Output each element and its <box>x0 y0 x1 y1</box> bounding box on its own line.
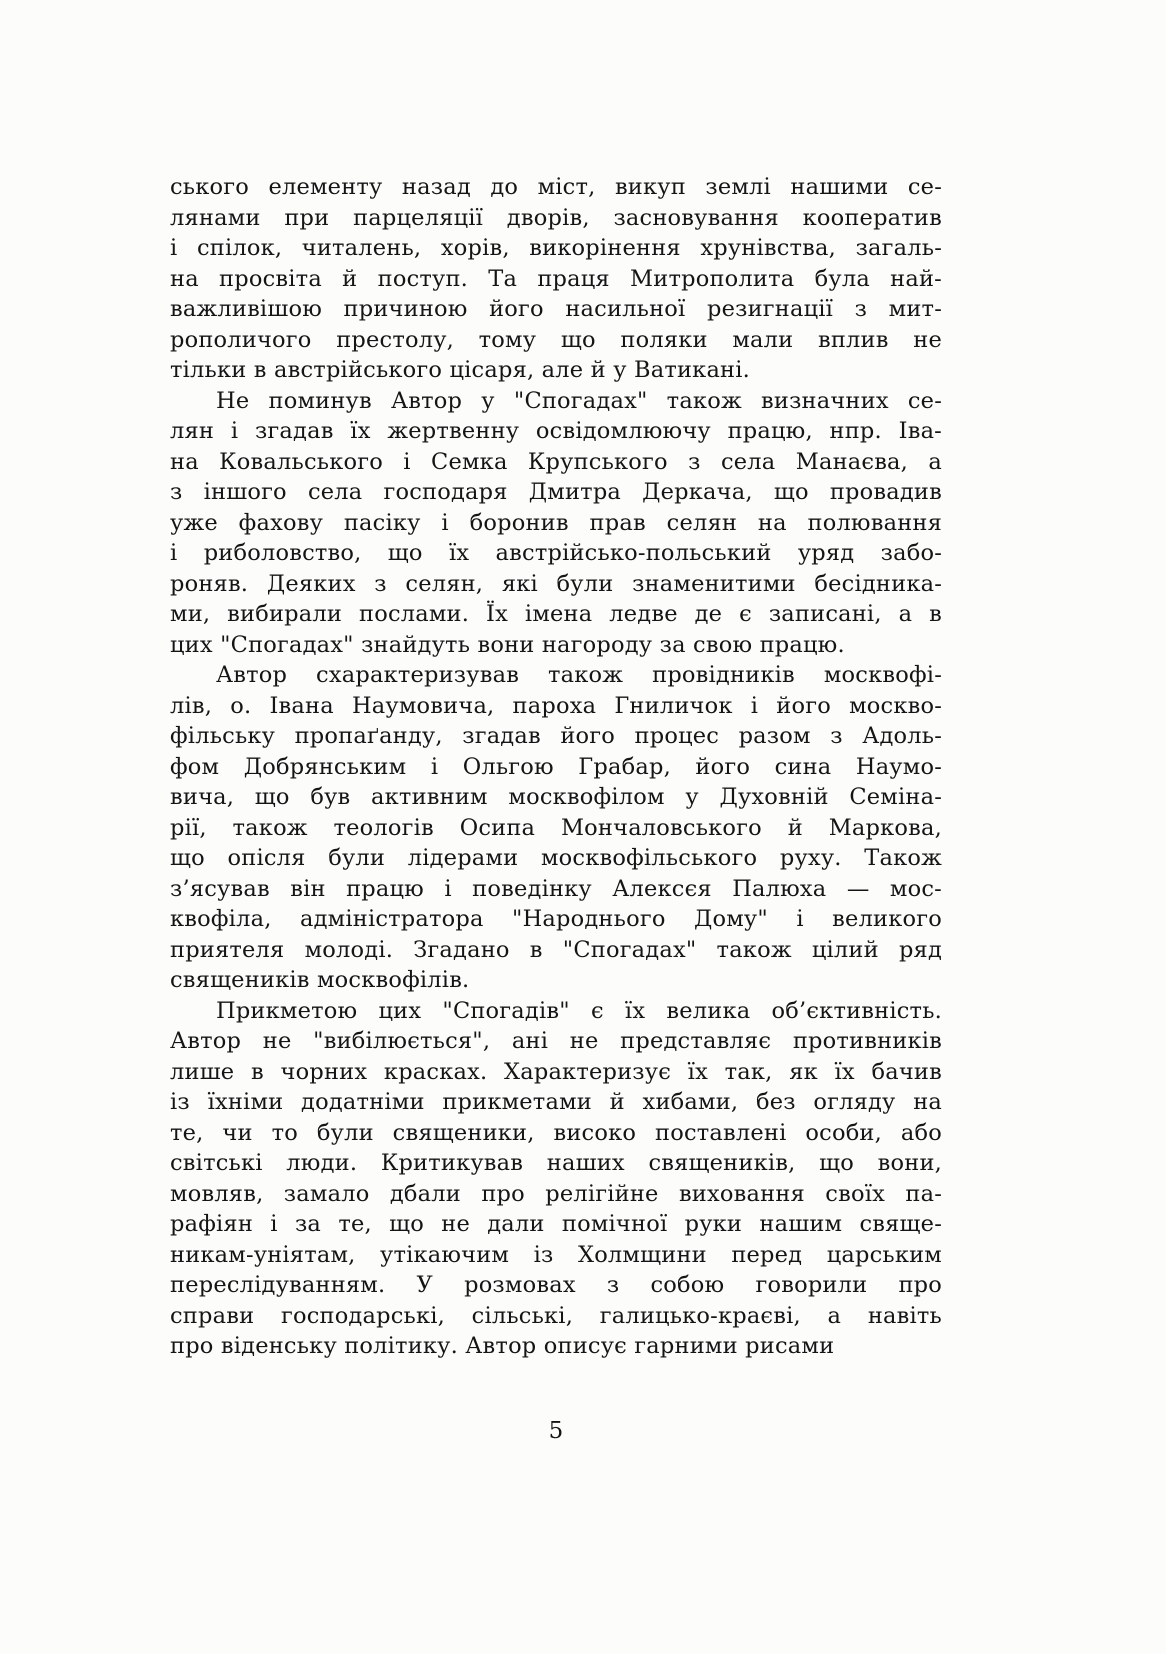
text-line: приятеля молоді. Згадано в "Спогадах" також цілий ряд <box>170 936 942 963</box>
text-line: священиків москвофілів. <box>170 967 470 993</box>
text-line: з іншого села господаря Дмитра Деркача, що провадив <box>170 479 942 505</box>
text-line: вича, що був активним москвофілом у Духовній Семіна- <box>170 784 942 810</box>
text-line: Не поминув Автор у "Спогадах" також визначних се- <box>216 387 942 414</box>
text-line: Автор не "вибілюється", ані не представляє противників <box>170 1028 942 1054</box>
text-line: переслідуванням. У розмовах з собою говорили про <box>170 1272 942 1298</box>
text-line: фільську пропаґанду, згадав його процес разом з Адоль- <box>170 723 942 749</box>
text-line: і риболовство, що їх австрійсько-польський уряд забо- <box>170 540 942 566</box>
paragraph <box>170 996 942 1362</box>
text-line: на просвіта й поступ. Та праця Митрополита була най- <box>170 265 942 292</box>
text-line: цих "Спогадах" знайдуть вони нагороду за свою працю. <box>170 631 845 658</box>
text-line: Автор схарактеризував також провідників москвофі- <box>216 662 942 688</box>
text-line: квофіла, адміністратора "Народнього Дому" і великого <box>170 906 942 932</box>
text-line: фом Добрянським і Ольгою Грабар, його сина Наумо- <box>170 753 942 780</box>
text-line: лянами при парцеляції дворів, засновування кооператив <box>170 204 942 231</box>
text-line: з’ясував він працю і поведінку Алексєя Палюха — мос- <box>170 875 942 902</box>
text-line: важливішою причиною його насильної резигнації з мит- <box>170 296 942 322</box>
text-line: тільки в австрійського цісаря, але й у Ватикані. <box>170 357 750 383</box>
paragraph <box>170 660 942 996</box>
text-line: лян і згадав їх жертвенну освідомлюючу працю, нпр. Іва- <box>170 418 942 444</box>
text-line: мовляв, замало дбали про релігійне виховання своїх па- <box>170 1180 942 1207</box>
text-line: роняв. Деяких з селян, які були знаменитими бесідника- <box>170 570 942 597</box>
paragraph <box>170 172 942 386</box>
text-line: справи господарські, сільські, галицько-краєві, а навіть <box>170 1302 942 1329</box>
text-line: що опісля були лідерами москвофільського руху. Також <box>170 845 942 871</box>
text-line: лів, о. Івана Наумовича, пароха Гниличок і його москво- <box>170 692 942 719</box>
text-line: рафіян і за те, що не дали помічної руки нашим свяще- <box>170 1211 942 1237</box>
text-line: світські люди. Критикував наших священиків, що вони, <box>170 1150 942 1176</box>
text-line: рії, також теологів Осипа Мончаловського й Маркова, <box>170 814 942 841</box>
text-line: із їхніми додатніми прикметами й хибами, без огляду на <box>170 1089 942 1115</box>
text-line: ського елементу назад до міст, викуп землі нашими се- <box>170 174 942 200</box>
text-line: Прикметою цих "Спогадів" є їх велика об’єктивність. <box>216 997 942 1024</box>
text-line: никам-уніятам, утікаючим із Холмщини перед царським <box>170 1241 942 1268</box>
text-line: лише в чорних красках. Характеризує їх так, як їх бачив <box>170 1058 942 1085</box>
text-line: те, чи то були священики, високо поставлені особи, або <box>170 1119 942 1146</box>
text-line: ми, вибирали послами. Їх імена ледве де є записані, а в <box>170 601 942 627</box>
page-text <box>170 172 942 1362</box>
text-line: про віденську політику. Автор описує гарними рисами <box>170 1333 835 1359</box>
text-line: рополичого престолу, тому що поляки мали вплив не <box>170 326 942 353</box>
text-line: уже фахову пасіку і боронив прав селян на полювання <box>170 509 942 536</box>
paragraph <box>170 386 942 661</box>
text-line: на Ковальського і Семка Крупського з села Манаєва, а <box>170 448 942 475</box>
text-line: і спілок, читалень, хорів, викорінення хрунівства, загаль- <box>170 235 942 261</box>
page-number: 5 <box>548 1418 564 1444</box>
